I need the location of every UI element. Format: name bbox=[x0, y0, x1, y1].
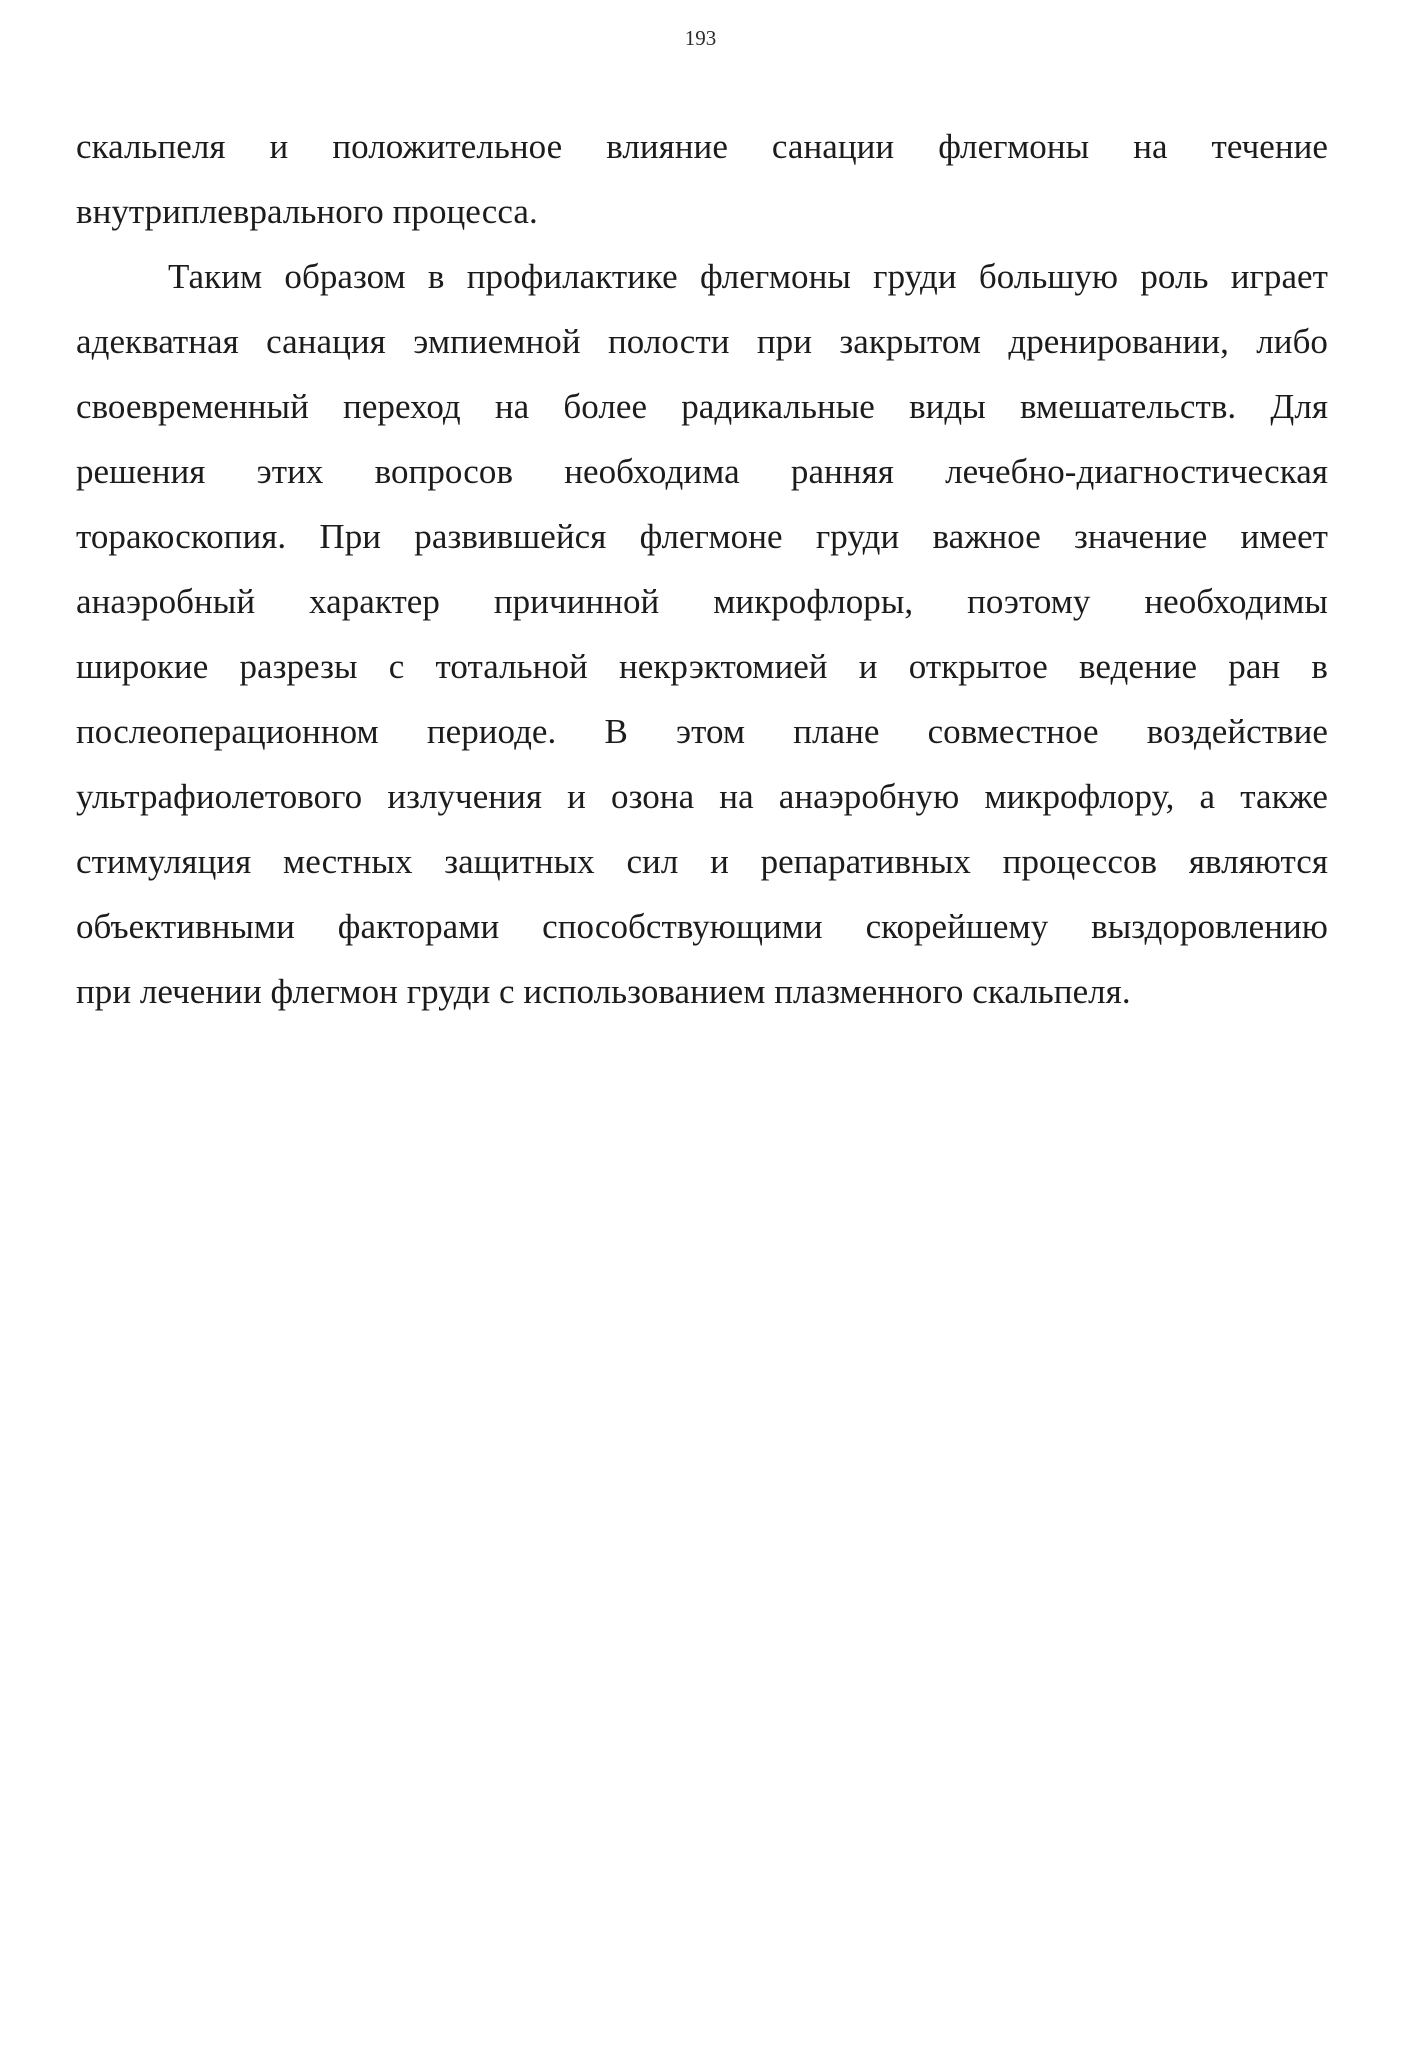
text-line: анаэробный характер причинной микрофлоры, поэтому необходимы bbox=[76, 582, 1328, 621]
page-number: 193 bbox=[684, 26, 717, 50]
text-line: адекватная санация эмпиемной полости при закрытом дренировании, либо bbox=[76, 322, 1328, 361]
text-line: решения этих вопросов необходима ранняя лечебно-диагностическая bbox=[76, 452, 1328, 491]
text-line: объективными факторами способствующими скорейшему выздоровлению bbox=[76, 907, 1328, 946]
paragraph-start-line: Таким образом в профилактике флегмоны груди большую роль играет bbox=[168, 257, 1328, 296]
text-line: ультрафиолетового излучения и озона на анаэробную микрофлору, а также bbox=[76, 777, 1328, 816]
text-line: скальпеля и положительное влияние санации флегмоны на течение bbox=[76, 127, 1328, 166]
text-line: широкие разрезы с тотальной некрэктомией и открытое ведение ран в bbox=[76, 647, 1328, 686]
body-text bbox=[76, 114, 1328, 1024]
text-line: стимуляция местных защитных сил и репаративных процессов являются bbox=[76, 842, 1328, 881]
text-line: своевременный переход на более радикальные виды вмешательств. Для bbox=[76, 387, 1328, 426]
text-line: послеоперационном периоде. В этом плане совместное воздействие bbox=[76, 712, 1328, 751]
text-line: торакоскопия. При развившейся флегмоне груди важное значение имеет bbox=[76, 517, 1328, 556]
text-line: внутриплеврального процесса. bbox=[76, 192, 538, 231]
text-line: при лечении флегмон груди с использованием плазменного скальпеля. bbox=[76, 972, 1131, 1011]
